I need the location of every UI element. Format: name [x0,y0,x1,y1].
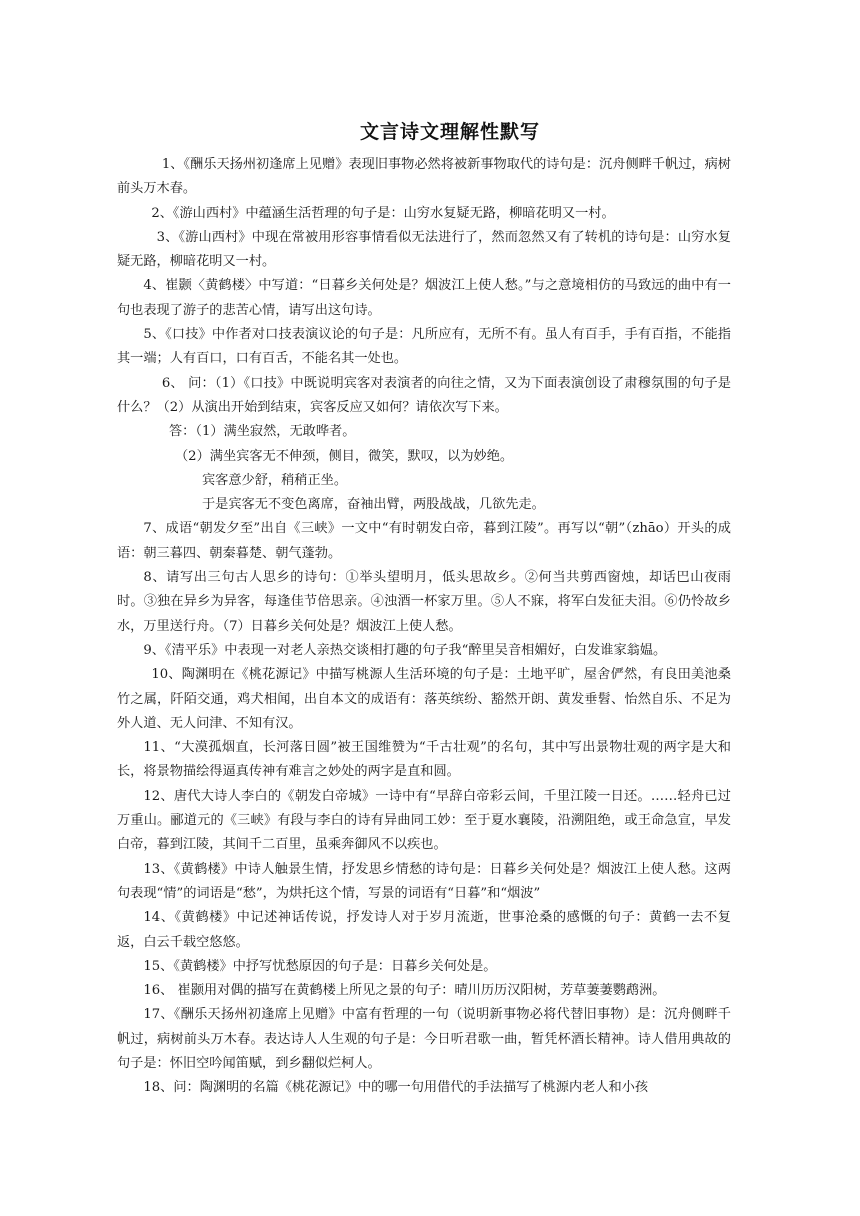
paragraph-1: 1、《酬乐天扬州初逢席上见赠》表现旧事物必然将被新事物取代的诗句是：沉舟侧畔千帆过，病树前头万木春。 [117,157,731,197]
paragraph-5: 5、《口技》中作者对口技表演议论的句子是：凡所应有，无所不有。虽人有百手，手有百指，不能指其一端；人有百口，口有百舌，不能名其一处也。 [117,327,731,367]
paragraph-3: 3、《游山西村》中现在常被用形容事情看似无法进行了，然而忽然又有了转机的诗句是：山穷水复疑无路，柳暗花明又一村。 [117,229,731,270]
document-title: 文言诗文理解性默写 [359,121,540,143]
paragraph-10: 10、陶渊明在《桃花源记》中描写桃源人生活环境的句子是：土地平旷，屋舍俨然，有良田美池桑竹之属，阡陌交通，鸡犬相闻，出自本文的成语有：落英缤纷、豁然开朗、黄发垂髫、怡然自乐、不足为外人道、无人问津、不知有汉。 [117,667,731,731]
paragraph-7: 7、成语“朝发夕至”出自《三峡》一文中“有时朝发白帝，暮到江陵”。再写以“朝”（zhāo）开头的成语：朝三暮四、朝秦暮楚、朝气蓬勃。 [117,521,731,561]
paragraph-6: 6、 问：（1）《口技》中既说明宾客对表演者的向往之情，又为下面表演创设了肃穆氛围的句子是什么？（2）从演出开始到结束，宾客反应又如何？请依次写下来。 [117,375,731,415]
answer-line-3: 宾客意少舒，稍稍正坐。 [202,472,348,488]
document-body [117,153,731,1101]
answer-line-2: （2）满坐宾客无不伸颈，侧目，微笑，默叹，以为妙绝。 [175,448,514,464]
paragraph-9: 9、《清平乐》中表现一对老人亲热交谈相打趣的句子我“醉里吴音相媚好，白发谁家翁媪。 [143,642,667,658]
answer-line-4: 于是宾客无不变色离席，奋袖出臂，两股战战，几欲先走。 [202,497,545,513]
paragraph-16: 16、 崔颢用对偶的描写在黄鹤楼上所见之景的句子：晴川历历汉阳树，芳草萋萋鹦鹉洲。 [143,983,666,999]
paragraph-14: 14、《黄鹤楼》中记述神话传说，抒发诗人对于岁月流逝，世事沧桑的感慨的句子：黄鹤一去不复返，白云千载空悠悠。 [117,910,731,950]
paragraph-17: 17、《酬乐天扬州初逢席上见赠》中富有哲理的一句（说明新事物必将代替旧事物）是：沉舟侧畔千帆过，病树前头万木春。表达诗人人生观的句子是：今日听君歌一曲，暂凭杯酒长精神。诗人借用典故的句子是：怀旧空吟闻笛赋，到乡翻似烂柯人。 [117,1007,731,1071]
paragraph-13: 13、《黄鹤楼》中诗人触景生情，抒发思乡情愁的诗句是：日暮乡关何处是？烟波江上使人愁。这两句表现“情”的词语是“愁”，为烘托这个情，写景的词语有“日暮”和“烟波” [117,861,731,901]
paragraph-11: 11、“大漠孤烟直，长河落日圆”被王国维赞为“千古壮观”的名句，其中写出景物壮观的两字是大和长，将景物描绘得逼真传神有难言之妙处的两字是直和圆。 [117,740,731,780]
paragraph-4: 4、崔颢〈黄鹤楼〉中写道：“日暮乡关何处是？烟波江上使人愁。”与之意境相仿的马致远的曲中有一句也表现了游子的悲苦心情，请写出这句诗。 [117,278,731,318]
paragraph-12: 12、唐代大诗人李白的《朝发白帝城》一诗中有“早辞白帝彩云间，千里江陵一日还。……轻舟已过万重山。郦道元的《三峡》有段与李白的诗有异曲同工妙：至于夏水襄陵，沿溯阻绝，或王命急宣，早发白帝，暮到江陵，其间千二百里，虽乘奔御风不以疾也。 [117,788,731,853]
paragraph-8: 8、请写出三句古人思乡的诗句：①举头望明月，低头思故乡。②何当共剪西窗烛，却话巴山夜雨时。③独在异乡为异客，每逢佳节倍思亲。④浊酒一杯家万里。⑤人不寐，将军白发征夫泪。⑥仍怜故乡水，万里送行舟。（7）日暮乡关何处是？烟波江上使人愁。 [117,570,731,634]
paragraph-18: 18、问：陶渊明的名篇《桃花源记》中的哪一句用借代的手法描写了桃源内老人和小孩 [143,1080,649,1096]
paragraph-2: 2、《游山西村》中蕴涵生活哲理的句子是：山穷水复疑无路，柳暗花明又一村。 [151,205,615,221]
paragraph-15: 15、《黄鹤楼》中抒写忧愁原因的句子是：日暮乡关何处是。 [143,958,497,974]
answer-line-1: 答：（1）满坐寂然，无敢哗者。 [169,424,356,440]
